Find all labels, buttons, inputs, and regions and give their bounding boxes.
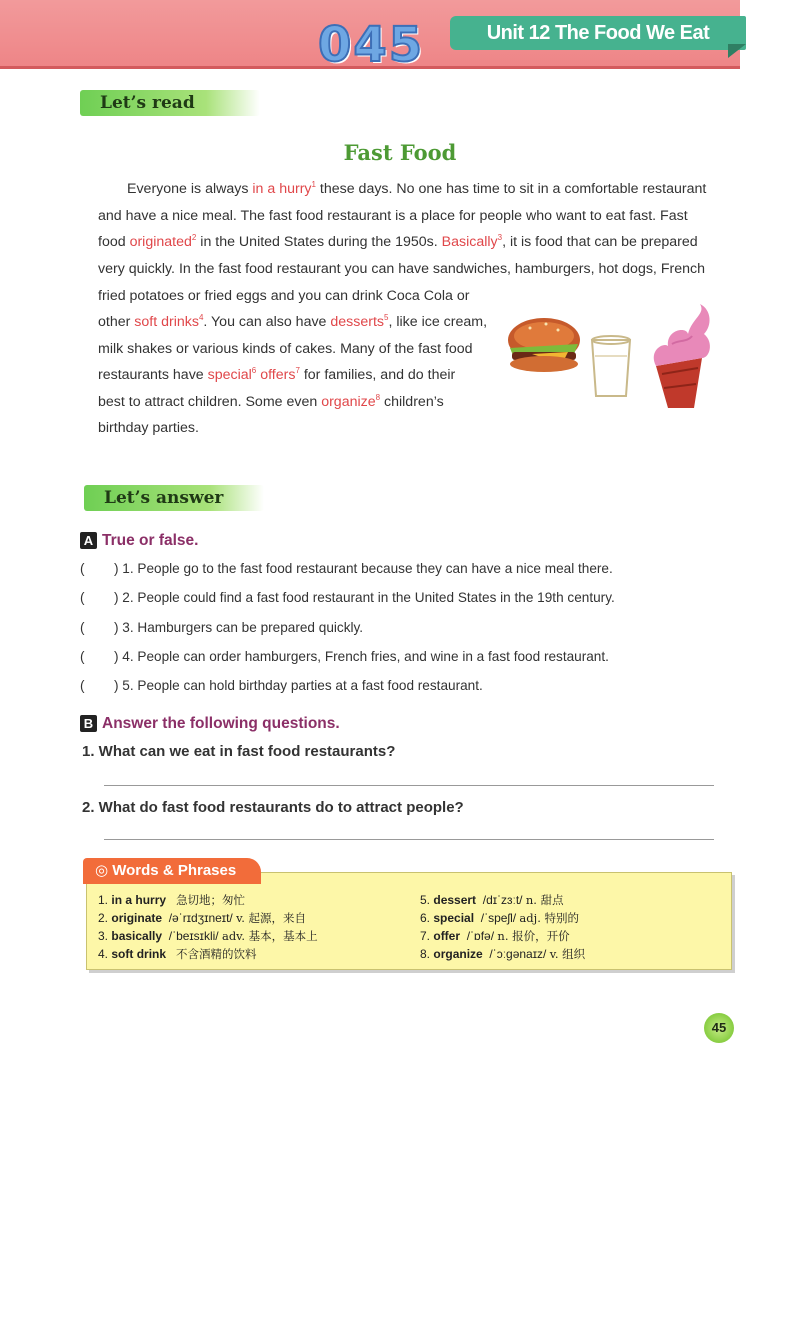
part-b-letter: B <box>80 715 97 732</box>
section-label-read: Let’s read <box>80 90 260 116</box>
unit-tab-fold <box>728 44 746 58</box>
word-entry-1: 1. in a hurry 急切地；匆忙 <box>98 893 246 907</box>
reading-line-8: restaurants have special$^6$ offers$^7$ for families, and do their <box>98 366 456 383</box>
question-1: 1. What can we eat in fast food restaurants? <box>82 743 396 760</box>
lesson-number: 045 <box>318 17 425 73</box>
tf-item-2: ( ) 2. People could find a fast food restaurant in the United States in the 19th century. <box>80 590 615 605</box>
tf-item-4: ( ) 4. People can order hamburgers, French fries, and wine in a fast food restaurant. <box>80 649 609 664</box>
reading-line-6: other soft drinks$^4$. You can also have desserts$^5$, like ice cream, <box>98 313 488 330</box>
part-a-heading: A True or false. <box>80 532 198 550</box>
word-entry-7: 7. offer /ˈɒfə/ n. 报价，开价 <box>420 929 570 943</box>
word-entry-6: 6. special /ˈspeʃl/ adj. 特别的 <box>420 911 580 925</box>
word-entry-2: 2. originate /əˈrɪdʒɪneɪt/ v. 起源，来自 <box>98 911 307 925</box>
reading-line-10: birthday parties. <box>98 420 199 436</box>
glass-icon <box>592 336 630 396</box>
answer-line-2[interactable] <box>104 839 714 840</box>
reading-line-4: very quickly. In the fast food restaurant you can have sandwiches, hamburgers, hot dogs, French <box>98 261 705 277</box>
reading-line-7: milk shakes or various kinds of cakes. Many of the fast food <box>98 341 473 357</box>
reading-line-3: food originated$^2$ in the United States during the 1950s. Basically$^3$, it is food that can be prepared <box>98 233 698 250</box>
unit-title: Unit 12 The Food We Eat <box>450 16 746 50</box>
section-label-answer: Let’s answer <box>84 485 264 511</box>
word-entry-4: 4. soft drink 不含酒精的饮料 <box>98 947 257 961</box>
answer-line-1[interactable] <box>104 785 714 786</box>
ice-cream-icon <box>654 304 710 408</box>
part-a-letter: A <box>80 532 97 549</box>
tf-item-1: ( ) 1. People go to the fast food restaurant because they can have a nice meal there. <box>80 561 613 576</box>
reading-line-1: Everyone is always in a hurry$^1$ these days. No one has time to sit in a comfortable restaurant <box>127 180 707 197</box>
word-entry-5: 5. dessert /dɪˈzɜːt/ n. 甜点 <box>420 893 564 907</box>
tf-item-5: ( ) 5. People can hold birthday parties at a fast food restaurant. <box>80 678 483 693</box>
reading-line-2: and have a nice meal. The fast food restaurant is a place for people who want to eat fast. Fast <box>98 208 688 224</box>
question-2: 2. What do fast food restaurants do to attract people? <box>82 799 464 816</box>
reading-line-5: fried potatoes or fried eggs and you can drink Coca Cola or <box>98 288 470 304</box>
word-entry-8: 8. organize /ˈɔːgənaɪz/ v. 组织 <box>420 947 586 961</box>
reading-title: Fast Food <box>343 140 457 165</box>
words-phrases-tab: ◎ Words & Phrases <box>83 858 261 884</box>
word-entry-3: 3. basically /ˈbeɪsɪkli/ adv. 基本，基本上 <box>98 929 318 943</box>
tf-item-3: ( ) 3. Hamburgers can be prepared quickly. <box>80 620 364 635</box>
food-illustration <box>502 296 722 416</box>
hamburger-icon <box>508 318 580 372</box>
part-b-heading: B Answer the following questions. <box>80 715 340 733</box>
page-number: 45 <box>704 1013 734 1043</box>
reading-line-9: best to attract children. Some even organize$^8$ children’s <box>98 393 444 410</box>
